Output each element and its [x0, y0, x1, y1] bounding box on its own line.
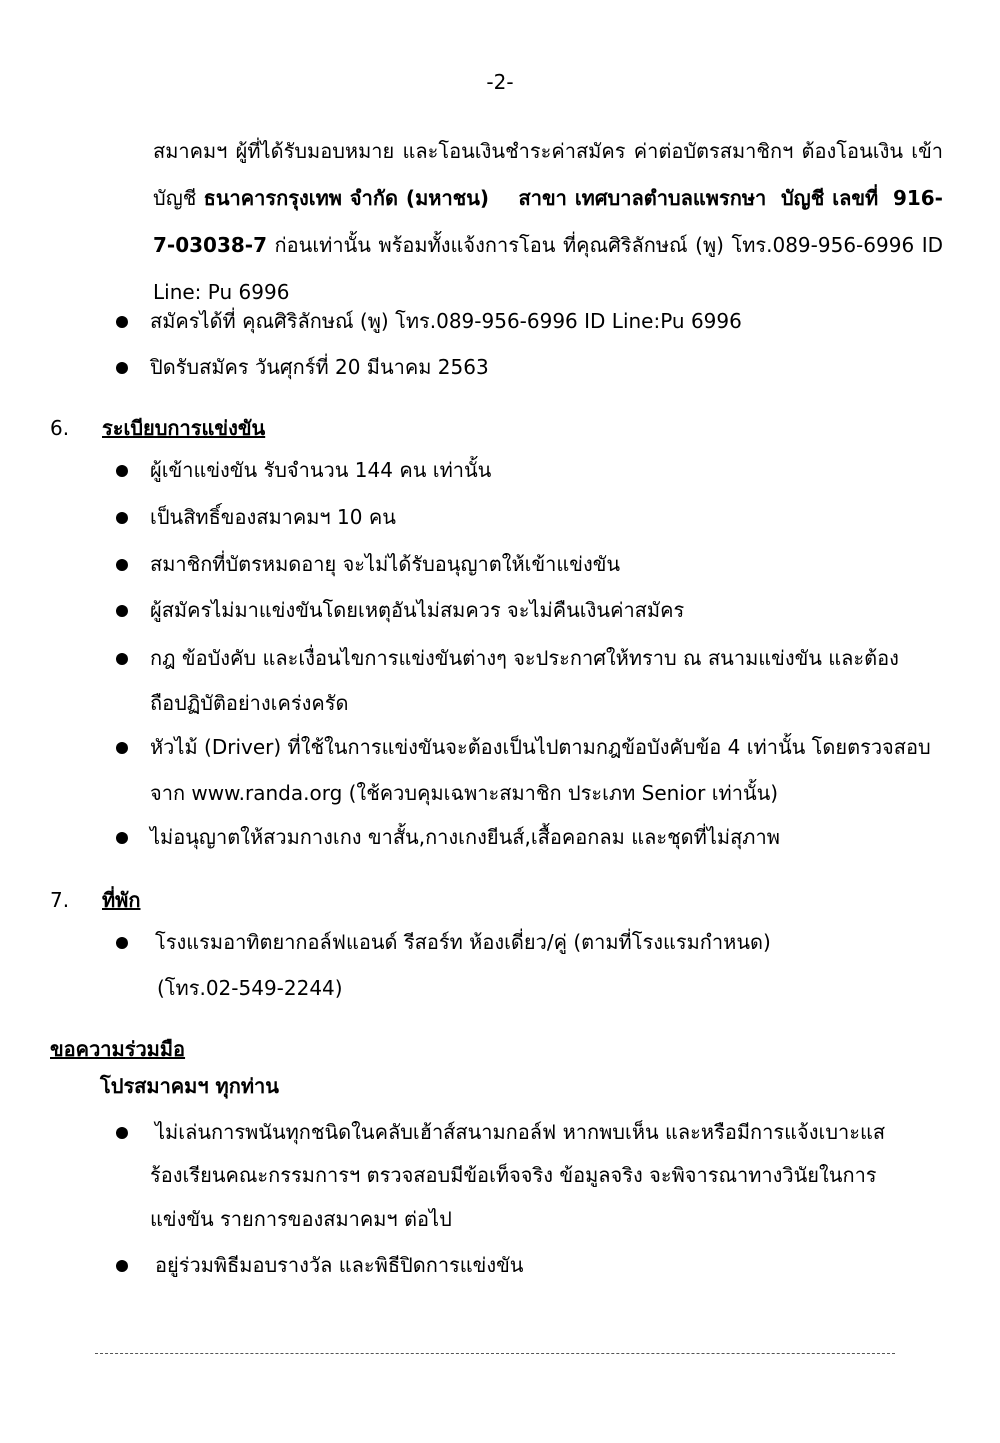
rule-item: ผู้เข้าแข่งขัน รับจำนวน 144 คน เท่านั้น — [150, 458, 492, 482]
bullet-icon — [116, 742, 128, 754]
cooperation-item: ไม่เล่นการพนันทุกชนิดในคลับเฮ้าส์สนามกอล์ฟ หากพบเห็น และหรือมีการแจ้งเบาะแส — [155, 1120, 886, 1144]
section-6-title: ระเบียบการแข่งขัน — [102, 416, 266, 440]
bullet-icon — [116, 832, 128, 844]
bullet-icon — [116, 465, 128, 477]
dashed-divider — [95, 1353, 895, 1354]
cooperation-item-continued: ร้องเรียนคณะกรรมการฯ ตรวจสอบมีข้อเท็จจริง ข้อมูลจริง จะพิจารณาทางวินัยในการ — [150, 1163, 877, 1187]
section-6-number: 6. — [50, 416, 70, 440]
bullet-icon — [116, 316, 128, 328]
bullet-icon — [116, 512, 128, 524]
bullet-icon — [116, 362, 128, 374]
bullet-icon — [116, 653, 128, 665]
bank-branch: สาขา เทศบาลตำบลแพรกษา — [518, 186, 767, 210]
bullet-icon — [116, 605, 128, 617]
section-7-title: ที่พัก — [102, 888, 141, 912]
rule-item: หัวไม้ (Driver) ที่ใช้ในการแข่งขันจะต้องเป็นไปตามกฎข้อบังคับข้อ 4 เท่านั้น โดยตรวจสอบ — [150, 735, 931, 759]
rule-item: สมาชิกที่บัตรหมดอายุ จะไม่ได้รับอนุญาตให้เข้าแข่งขัน — [150, 552, 621, 576]
payment-paragraph — [153, 128, 943, 316]
account-number: 916-7-03038-7 — [153, 186, 943, 257]
cooperation-title: ขอความร่วมมือ — [50, 1037, 186, 1061]
hotel-phone: (โทร.02-549-2244) — [157, 976, 343, 1000]
rule-item: ไม่อนุญาตให้สวมกางเกง ขาสั้น,กางเกงยีนส์,เสื้อคอกลม และชุดที่ไม่สุภาพ — [150, 825, 780, 849]
bullet-icon — [116, 937, 128, 949]
register-deadline: ปิดรับสมัคร วันศุกร์ที่ 20 มีนาคม 2563 — [150, 355, 489, 379]
payment-text-1: สมาคมฯ ผู้ที่ได้รับมอบหมาย และโอนเงินชำระค่าสมัคร ค่าต่อบัตรสมาชิกฯ ต้องโอนเงิน เข้าบัญชี — [153, 139, 943, 210]
hotel-info: โรงแรมอาทิตยากอล์ฟแอนด์ รีสอร์ท ห้องเดี่ยว/คู่ (ตามที่โรงแรมกำหนด) — [155, 930, 771, 954]
cooperation-subtitle: โปรสมาคมฯ ทุกท่าน — [100, 1074, 279, 1098]
rule-item: เป็นสิทธิ์ของสมาคมฯ 10 คน — [150, 505, 396, 529]
rule-item: ผู้สมัครไม่มาแข่งขันโดยเหตุอันไม่สมควร จะไม่คืนเงินค่าสมัคร — [150, 598, 685, 622]
section-7-number: 7. — [50, 888, 70, 912]
cooperation-item: อยู่ร่วมพิธีมอบรางวัล และพิธีปิดการแข่งขัน — [155, 1253, 524, 1277]
bullet-icon — [116, 1260, 128, 1272]
rule-item-continued: จาก www.randa.org (ใช้ควบคุมเฉพาะสมาชิก ประเภท Senior เท่านั้น) — [150, 781, 779, 805]
rule-item: กฎ ข้อบังคับ และเงื่อนไขการแข่งขันต่างๆ จะประกาศให้ทราบ ณ สนามแข่งขัน และต้อง — [150, 646, 899, 670]
payment-text-2: ก่อนเท่านั้น พร้อมทั้งแจ้งการโอน ที่คุณศิริลักษณ์ (พู) โทร.089-956-6996 ID Line: Pu 6996 — [153, 233, 943, 304]
cooperation-item-continued: แข่งขัน รายการของสมาคมฯ ต่อไป — [150, 1207, 452, 1231]
bullet-icon — [116, 559, 128, 571]
account-label: บัญชี เลขที่ — [780, 186, 879, 210]
bullet-icon — [116, 1127, 128, 1139]
rule-item-continued: ถือปฏิบัติอย่างเคร่งครัด — [150, 691, 349, 715]
page-number: -2- — [486, 70, 514, 94]
register-contact: สมัครได้ที่ คุณศิริลักษณ์ (พู) โทร.089-956-6996 ID Line:Pu 6996 — [150, 309, 742, 333]
bank-name: ธนาคารกรุงเทพ จำกัด (มหาชน) — [203, 186, 490, 210]
